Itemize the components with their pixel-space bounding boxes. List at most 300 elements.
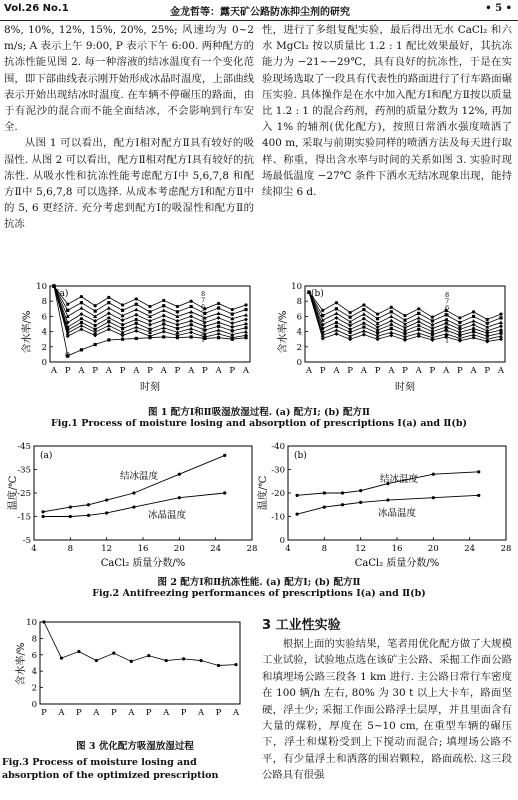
data-point <box>359 489 362 492</box>
data-point <box>66 334 70 338</box>
x-tick-label: A <box>78 366 85 376</box>
data-point <box>323 506 326 509</box>
data-point <box>231 313 234 316</box>
y-tick-label: 10 <box>36 282 47 292</box>
data-point <box>79 306 83 310</box>
data-point <box>386 498 389 501</box>
data-point <box>132 491 135 494</box>
data-point <box>359 501 362 504</box>
data-point <box>335 325 338 328</box>
data-point <box>148 336 151 339</box>
x-tick-label: A <box>470 366 477 376</box>
x-axis-label: 时刻 <box>140 382 160 393</box>
data-point <box>499 324 503 328</box>
x-tick-label: P <box>180 708 187 718</box>
data-point <box>148 319 152 323</box>
data-point <box>477 494 480 497</box>
section-heading: 3 工业性实验 <box>262 618 341 633</box>
y-tick-label: -15 <box>17 512 31 523</box>
data-point <box>93 319 97 323</box>
data-point <box>348 324 352 328</box>
y-tick-label: 4 <box>296 327 302 338</box>
data-point <box>431 330 434 333</box>
data-point <box>121 309 124 312</box>
data-point <box>217 332 221 336</box>
data-point <box>135 303 138 306</box>
paragraph: 8%, 10%, 12%, 15%, 20%, 25%; 风速均为 0~2 m/s; A 表示上午 9:00, P 表示下午 6:00. 两种配方的抗冻性能见图 2. 每一种溶液的结冰温度有一个变化范围，即下部曲线表示刚开始形成冰晶时温度，上部曲线表示开始出现结冰时温度. 在车辆不停碾压的路面，由于有泥沙的混合而不能全面结冰，不会影响到行车安全. <box>4 24 254 134</box>
y-tick-label: 0 <box>296 358 302 368</box>
x-tick-label: A <box>497 366 505 376</box>
data-point <box>486 318 489 321</box>
data-point <box>107 296 110 299</box>
data-point <box>178 473 181 476</box>
data-point <box>107 311 111 315</box>
data-point <box>349 328 352 331</box>
data-point <box>334 316 338 320</box>
data-point <box>94 324 97 327</box>
data-point <box>190 319 193 322</box>
data-point <box>162 322 165 325</box>
right-column-text <box>262 22 512 200</box>
y-tick-label: 8 <box>41 297 47 308</box>
data-point <box>182 657 185 660</box>
x-tick-label: A <box>242 366 250 376</box>
data-point <box>335 321 338 324</box>
data-point <box>376 321 380 325</box>
data-point <box>417 320 421 324</box>
data-point <box>162 299 165 302</box>
series-label-8: 8 <box>445 291 450 299</box>
data-point <box>107 327 111 331</box>
data-point <box>472 310 475 313</box>
data-point <box>334 328 338 332</box>
series-label-ice: 冰晶温度 <box>148 510 187 521</box>
fig1-caption-en: Fig.1 Process of moisture losing and absorption of prescriptions Ⅰ(a) and Ⅱ(b) <box>51 418 467 429</box>
data-point <box>244 313 248 317</box>
data-point <box>390 310 393 313</box>
y-tick-label: 2 <box>31 683 37 694</box>
series-label-5: 5 <box>445 310 450 319</box>
x-tick-label: 16 <box>137 544 149 554</box>
data-point <box>105 498 108 501</box>
data-point <box>175 319 179 323</box>
data-point <box>458 316 461 319</box>
data-point <box>41 515 44 518</box>
data-point <box>189 314 193 318</box>
paragraph: 性，进行了多组复配实验，最后得出无水 CaCl₂ 和六水 MgCl₂ 按以质量比 1.2 : 1 配比效果最好，其抗冻能力为 −21~−29℃，具有良好的抗冻性，于是在实验现场选取了一段具有代表性的路面进行了行车路面碾压实验. 具体操作是在水中加入配方Ⅰ和配方Ⅱ按以质量比 1.2 : 1 的混合药剂，药剂的质量分数为 12%, 再加入 1% 的辅剂(优化配方)，按照日常洒水强度喷洒了 400 m, 采取与前期实验同样的喷洒方法及每天进行取样、称重，得出含水率与时间的关系如图 3. 实验时现场最低温度 −27℃ 条件下洒水无结冰现象出现，能持续抑尘 6 d. <box>262 24 512 199</box>
y-axis-label: 温度/℃ <box>8 475 19 511</box>
x-tick-label: A <box>232 708 240 718</box>
data-point <box>403 329 406 332</box>
data-point <box>190 323 193 326</box>
data-point <box>190 335 193 338</box>
data-point <box>230 321 234 325</box>
data-point <box>217 664 220 667</box>
x-axis-label: CaCl₂ 质量分数/% <box>354 558 440 569</box>
data-point <box>178 496 181 499</box>
figure-3 <box>0 604 250 724</box>
data-point <box>199 659 202 662</box>
data-point <box>499 313 502 316</box>
x-tick-label: 24 <box>464 544 476 554</box>
y-tick-label: -45 <box>17 442 31 452</box>
data-point <box>189 330 193 334</box>
data-point <box>417 334 421 338</box>
y-tick-label: 0 <box>31 700 37 710</box>
data-point <box>107 338 110 341</box>
data-point <box>223 491 226 494</box>
data-point <box>80 317 83 320</box>
paragraph: 从图 1 可以看出，配方Ⅰ相对配方Ⅱ具有较好的吸湿性. 从图 2 可以看出，配方Ⅱ相对配方Ⅰ具有较好的抗冻性. 从吸水性和抗冻性能考虑配方Ⅰ中 5,6,7,8 和配方Ⅱ中 5,6,7,8 可以选择. 从成本考虑配方Ⅰ和配方Ⅱ中的 5, 6 更经济. 充分考虑到配方Ⅰ的吸湿性和配方Ⅱ的抗冻 <box>4 137 254 231</box>
data-point <box>390 323 393 326</box>
data-point <box>499 316 502 319</box>
x-tick-label: P <box>174 366 181 376</box>
data-point <box>244 326 247 329</box>
data-point <box>334 332 338 336</box>
panel-label: (a) <box>40 451 53 461</box>
y-tick-label: 2 <box>41 342 47 353</box>
y-tick-label: -25 <box>17 489 31 499</box>
data-point <box>349 331 352 334</box>
data-point <box>499 337 503 341</box>
data-point <box>472 327 475 330</box>
series-label-5: 5 <box>201 309 206 318</box>
x-tick-label: A <box>160 366 167 376</box>
data-point <box>431 316 434 319</box>
data-point <box>80 295 83 298</box>
data-point <box>323 491 326 494</box>
x-tick-label: A <box>360 366 367 376</box>
data-point <box>348 337 352 341</box>
y-tick-label: -10 <box>271 512 285 523</box>
data-point <box>486 332 489 335</box>
data-point <box>80 301 83 304</box>
data-point <box>189 327 193 331</box>
data-point <box>458 321 461 324</box>
left-column-text <box>4 22 254 233</box>
y-tick-label: 0 <box>279 536 285 546</box>
x-tick-label: 16 <box>391 544 403 554</box>
y-tick-label: 4 <box>41 327 47 338</box>
data-point <box>134 325 138 329</box>
data-point <box>472 319 476 323</box>
data-point <box>176 310 179 313</box>
data-point <box>348 320 352 324</box>
data-point <box>403 338 407 342</box>
series-label-0: 0 <box>65 351 71 360</box>
y-tick-label: -20 <box>271 489 285 499</box>
series-label-freeze: 结冰温度 <box>120 471 159 482</box>
y-tick-label: 10 <box>291 282 302 292</box>
data-point <box>231 338 234 341</box>
series-line-结冰温度 <box>43 455 225 511</box>
data-point <box>190 305 193 308</box>
data-point <box>107 301 110 304</box>
data-point <box>403 326 407 330</box>
data-point <box>135 337 138 340</box>
data-point <box>231 325 234 328</box>
fig2-panel-b <box>256 442 511 569</box>
data-point <box>321 336 325 340</box>
data-point <box>134 308 138 312</box>
data-point <box>148 310 151 313</box>
x-tick-label: A <box>333 366 340 376</box>
data-point <box>66 303 69 306</box>
panel-label: (b) <box>294 451 307 461</box>
x-tick-label: 12 <box>355 544 367 554</box>
data-point <box>112 652 115 655</box>
data-point <box>362 325 365 328</box>
y-tick-label: 4 <box>31 667 37 678</box>
y-axis-label: 温度/℃ <box>258 475 269 511</box>
data-point <box>417 312 420 315</box>
data-point <box>132 506 135 509</box>
x-tick-label: 8 <box>67 544 74 554</box>
data-point <box>234 663 237 666</box>
series-line-冰晶温度 <box>43 493 225 517</box>
data-point <box>486 322 489 325</box>
series-label-7: 7 <box>201 296 206 305</box>
x-tick-label: A <box>305 366 313 376</box>
data-point <box>477 470 480 473</box>
data-point <box>93 333 97 337</box>
data-point <box>244 322 247 325</box>
data-point <box>176 323 179 326</box>
data-point <box>362 303 365 306</box>
data-point <box>403 319 406 322</box>
data-point <box>499 328 502 331</box>
data-point <box>121 333 125 337</box>
data-point <box>69 506 72 509</box>
data-point <box>217 316 221 320</box>
x-tick-label: 20 <box>427 544 439 554</box>
data-point <box>80 348 83 351</box>
data-point <box>189 310 193 314</box>
data-point <box>162 314 166 318</box>
paragraph: 根据上面的实验结果，笔者用优化配方做了大规模工业试验，试验地点选在该矿主公路、采掘工作面公路和填埋场公路三段各 1 km 进行. 主公路日常行车密度在 100 辆/h 左右, 80% 为 30 t 以上大卡车，路面坚硬，浮土少; 采掘工作面公路浮土层厚，并且里面含有大量的煤粉，厚度在 5~10 cm, 在重型车辆的碾压下，浮土和煤粉受到上下搅动而混合; 填埋场公路不平，有少量浮土和洒落的围岩颗粒，路面疏松. 这三段公路具有很强 <box>262 638 512 782</box>
data-point <box>162 308 166 312</box>
data-point <box>93 314 97 318</box>
data-point <box>389 333 393 337</box>
data-point <box>295 494 298 497</box>
y-axis-label: 含水率/% <box>22 310 33 354</box>
data-point <box>66 309 69 312</box>
data-point <box>121 323 124 326</box>
x-tick-label: 4 <box>285 544 291 554</box>
data-point <box>244 308 247 311</box>
x-tick-label: P <box>319 366 326 376</box>
data-point <box>458 331 461 334</box>
data-point <box>362 312 366 316</box>
x-tick-label: P <box>484 366 491 376</box>
x-tick-label: P <box>456 366 463 376</box>
data-point <box>135 297 138 300</box>
data-point <box>417 324 420 327</box>
data-point <box>295 513 298 516</box>
data-point <box>94 343 97 346</box>
series-label-1: 1 <box>201 335 206 344</box>
data-point <box>94 309 97 312</box>
data-point <box>341 491 344 494</box>
x-tick-label: P <box>119 366 126 376</box>
data-point <box>231 329 234 332</box>
data-point <box>147 654 150 657</box>
data-point <box>135 322 138 325</box>
x-tick-label: 20 <box>173 544 185 554</box>
data-point <box>162 326 166 330</box>
data-point <box>389 319 393 323</box>
data-point <box>244 336 247 339</box>
x-tick-label: A <box>388 366 395 376</box>
data-point <box>121 318 125 322</box>
x-tick-label: A <box>198 708 205 718</box>
data-point <box>431 319 434 322</box>
data-point <box>66 314 70 318</box>
x-tick-label: 12 <box>101 544 113 554</box>
data-point <box>244 303 247 306</box>
data-point <box>417 316 421 320</box>
series-label-1: 1 <box>445 336 450 345</box>
panel-label: (b) <box>311 289 324 299</box>
data-point <box>95 659 98 662</box>
data-point <box>417 307 420 310</box>
series-line-main <box>44 622 236 665</box>
figure-1 <box>0 282 518 404</box>
data-point <box>217 306 220 309</box>
y-tick-label: 2 <box>296 342 302 353</box>
data-point <box>134 313 138 317</box>
x-tick-label: A <box>105 366 112 376</box>
x-tick-label: P <box>374 366 381 376</box>
data-point <box>321 309 324 312</box>
data-point <box>362 308 365 311</box>
data-point <box>472 315 475 318</box>
x-tick-label: P <box>92 366 99 376</box>
y-tick-label: 6 <box>41 312 47 323</box>
data-point <box>121 327 124 330</box>
series-label-freeze: 结冰温度 <box>380 474 419 485</box>
data-point <box>176 336 179 339</box>
x-tick-label: 28 <box>500 544 512 554</box>
data-point <box>217 328 221 332</box>
series-label-3: 3 <box>201 322 206 331</box>
data-point <box>69 515 72 518</box>
data-point <box>121 303 124 306</box>
data-point <box>77 650 80 653</box>
x-tick-label: P <box>429 366 436 376</box>
y-axis-label: 含水率/% <box>278 310 289 354</box>
data-point <box>52 284 55 287</box>
data-point <box>432 496 435 499</box>
data-point <box>349 316 352 319</box>
x-tick-label: A <box>93 708 100 718</box>
fig1-panel-b <box>276 282 505 376</box>
series-label-8: 8 <box>201 290 206 298</box>
data-point <box>217 311 221 315</box>
data-point <box>105 511 108 514</box>
data-point <box>335 307 338 310</box>
data-point <box>87 514 90 517</box>
y-tick-label: 6 <box>31 650 37 661</box>
data-point <box>458 327 462 331</box>
series-label-2: 2 <box>201 329 206 337</box>
x-tick-label: 8 <box>321 544 328 554</box>
data-point <box>390 306 393 309</box>
data-point <box>162 335 165 338</box>
data-point <box>176 327 179 330</box>
data-point <box>162 319 165 322</box>
x-tick-label: P <box>64 366 71 376</box>
data-point <box>362 333 366 337</box>
data-point <box>42 620 45 623</box>
x-tick-label: P <box>110 708 117 718</box>
x-tick-label: A <box>128 708 135 718</box>
fig2-caption-cn: 图 2 配方Ⅰ和Ⅱ抗冻性能. (a) 配方Ⅰ; (b) 配方Ⅱ <box>157 577 361 588</box>
x-tick-label: P <box>215 708 222 718</box>
data-point <box>60 656 63 659</box>
data-point <box>107 306 111 310</box>
data-point <box>130 660 133 663</box>
fig1-caption-cn: 图 1 配方Ⅰ和Ⅱ吸湿放湿过程. (a) 配方Ⅰ; (b) 配方Ⅱ <box>148 407 370 418</box>
x-tick-label: 28 <box>246 544 258 554</box>
y-tick-label: 8 <box>296 297 302 308</box>
data-point <box>376 328 379 331</box>
x-tick-label: P <box>229 366 236 376</box>
data-point <box>244 317 248 321</box>
section-body <box>262 636 512 784</box>
data-point <box>403 314 406 317</box>
data-point <box>165 659 168 662</box>
data-point <box>362 322 365 325</box>
data-point <box>376 313 379 316</box>
data-point <box>335 301 338 304</box>
data-point <box>223 454 226 457</box>
data-point <box>349 311 352 314</box>
data-point <box>362 317 366 321</box>
data-point <box>217 325 220 328</box>
x-tick-label: P <box>76 708 82 718</box>
x-tick-label: 4 <box>31 544 37 554</box>
x-tick-label: A <box>215 366 222 376</box>
x-tick-label: P <box>41 708 47 718</box>
data-point <box>341 503 344 506</box>
data-point <box>134 329 138 333</box>
data-point <box>376 337 380 341</box>
data-point <box>176 305 179 308</box>
x-tick-label: A <box>443 366 450 376</box>
x-tick-label: P <box>145 708 152 718</box>
volume-label: Vol.26 No.1 <box>4 3 69 14</box>
data-point <box>417 328 420 331</box>
series-label-6: 6 <box>201 303 206 311</box>
series-label-3: 3 <box>445 323 450 332</box>
fig1-panel-a <box>20 282 250 376</box>
x-tick-label: A <box>58 708 65 718</box>
x-tick-label: A <box>163 708 170 718</box>
series-label-6: 6 <box>445 304 450 312</box>
x-tick-label: 24 <box>210 544 222 554</box>
data-point <box>231 308 234 311</box>
y-tick-label: -40 <box>271 442 285 452</box>
data-point <box>41 510 44 513</box>
data-point <box>321 314 324 317</box>
data-point <box>148 323 151 326</box>
data-point <box>79 327 83 331</box>
y-tick-label: 10 <box>26 618 37 628</box>
y-tick-label: -30 <box>271 465 285 476</box>
page-number: • 5 • <box>485 3 512 14</box>
data-point <box>499 320 503 324</box>
